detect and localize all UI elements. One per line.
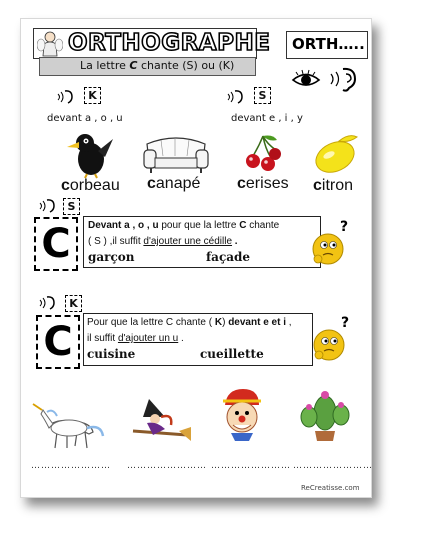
unicorn-illustration — [31, 402, 111, 452]
svg-text:?: ? — [341, 315, 350, 331]
rule-k-box — [83, 313, 313, 366]
big-c-k: C — [36, 315, 80, 369]
k-rule-sound-box: K — [65, 295, 82, 312]
s-sound-box: S — [254, 87, 271, 104]
answer-blank-2[interactable]: …………………… — [127, 461, 207, 471]
subtitle: La lettre C chante (S) ou (K) — [80, 59, 235, 72]
rule-k-word-cuisine: cuisine — [87, 347, 136, 361]
lemon-illustration — [311, 131, 361, 175]
svg-text:?: ? — [340, 219, 349, 235]
worksheet-page — [20, 18, 372, 498]
tag-label: ORTH….. — [292, 35, 365, 53]
cactus-illustration — [297, 385, 353, 443]
eye-ear-icons — [291, 64, 361, 94]
s-context: devant e , i , y — [231, 113, 303, 124]
s-rule-sound-box: S — [63, 198, 80, 215]
ear-icon — [331, 69, 355, 91]
k-sound-box: K — [84, 87, 101, 104]
page-title: ORTHOGRAPHE — [68, 30, 271, 56]
credit: ReCreatisse.com — [301, 484, 360, 492]
subtitle-banner — [39, 57, 256, 76]
answer-blank-4[interactable]: …………………… — [293, 461, 373, 471]
example-word-cerises: cerises — [237, 175, 289, 192]
example-word-citron: citron — [313, 177, 354, 194]
listen-k-icon — [55, 87, 77, 107]
rule-s-word-facade: façade — [206, 250, 251, 264]
crow-illustration — [65, 129, 117, 179]
angel-illustration — [37, 30, 63, 57]
clown-illustration — [217, 385, 267, 441]
eye-icon — [293, 70, 319, 85]
example-word-corbeau: corbeau — [61, 177, 120, 194]
sofa-illustration — [141, 132, 211, 177]
cherries-illustration — [243, 134, 283, 174]
title-banner — [33, 28, 271, 59]
rule-s-box — [83, 216, 321, 268]
rule-k-line2: il suffit d'ajouter un u . — [87, 333, 184, 344]
example-word-canape: canapé — [147, 175, 201, 192]
thinking-face-icon — [308, 219, 356, 269]
k-context: devant a , o , u — [47, 113, 123, 124]
rule-s-line1: Devant a , o , u pour que la lettre C chante — [88, 220, 280, 231]
rule-k-word-cueillette: cueillette — [200, 347, 264, 361]
rule-s-line2: ( S ) ,il suffit d'ajouter une cédille . — [88, 236, 238, 247]
rule-k-line1: Pour que la lettre C chante ( K) devant e et i , — [87, 317, 292, 328]
answer-blank-3[interactable]: …………………… — [211, 461, 291, 471]
listen-k-rule-icon — [37, 293, 59, 313]
listen-s-icon — [225, 87, 247, 107]
rule-s-word-garcon: garçon — [88, 250, 135, 264]
witch-illustration — [125, 391, 191, 443]
listen-s-rule-icon — [37, 196, 59, 216]
big-c-s: C — [34, 217, 78, 271]
tag-box — [286, 31, 368, 59]
answer-blank-1[interactable]: …………………… — [31, 461, 111, 471]
thinking-face-icon-2 — [309, 315, 357, 365]
